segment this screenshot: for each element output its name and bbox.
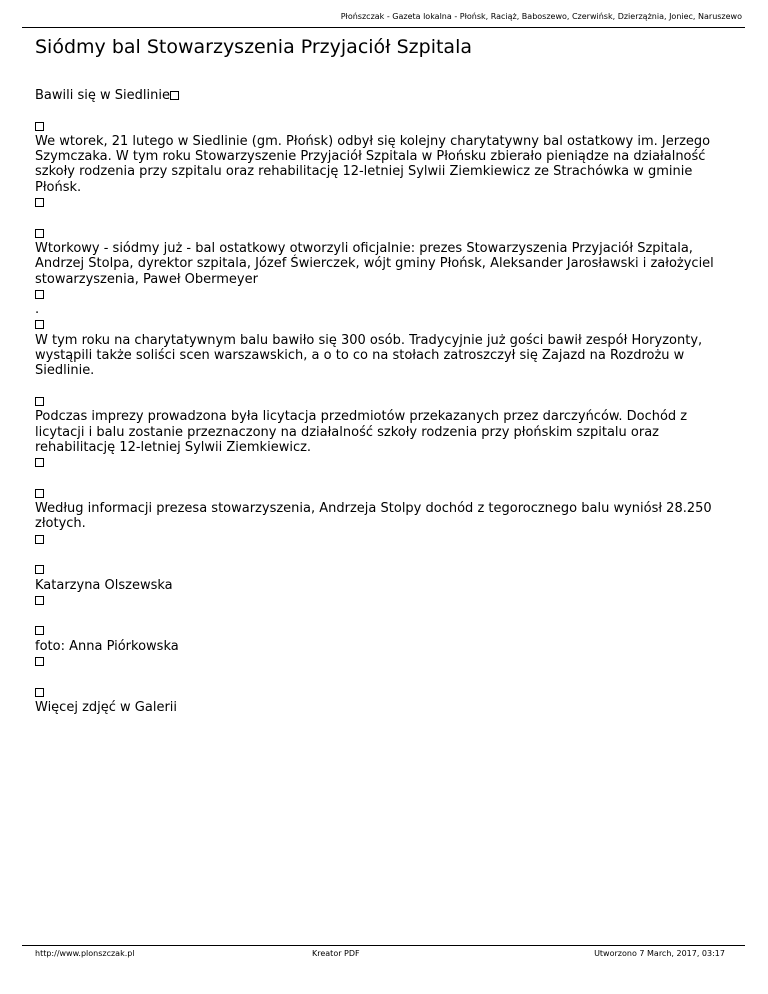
missing-glyph-icon (35, 535, 44, 544)
missing-glyph-icon (35, 626, 44, 635)
paragraph-line: złotych. (35, 516, 86, 532)
missing-glyph-icon (35, 565, 44, 574)
missing-glyph-icon (35, 657, 44, 666)
dot-separator: . (35, 302, 40, 318)
missing-glyph-icon (35, 397, 44, 406)
paragraph-line: wystąpili także soliści scen warszawskich, a o to co na stołach zatroszczył się Zajazd na Rozdrożu w (35, 348, 685, 364)
paragraph-line: Według informacji prezesa stowarzyszenia, Andrzeja Stolpy dochód z tegorocznego balu wyniósł 28.250 (35, 501, 712, 517)
article-body (35, 88, 725, 715)
missing-glyph-icon (35, 198, 44, 207)
missing-glyph-icon (35, 290, 44, 299)
paragraph-line: Siedlinie. (35, 363, 95, 379)
paragraph-line: W tym roku na charytatywnym balu bawiło się 300 osób. Tradycyjnie już gości bawił zespół Horyzonty, (35, 332, 703, 348)
footer-created-date: Utworzono 7 March, 2017, 03:17 (594, 949, 725, 958)
paragraph-line: rehabilitację 12-letniej Sylwii Ziemkiewicz. (35, 439, 312, 455)
missing-glyph-icon (35, 489, 44, 498)
lead-line (35, 88, 725, 103)
paragraph-line: Wtorkowy - siódmy już - bal ostatkowy otworzyli oficjalnie: prezes Stowarzyszenia Przyjaciół Szpitala, (35, 240, 693, 256)
photo-credit: foto: Anna Piórkowska (35, 638, 179, 654)
lead-text: Bawili się w Siedlinie (35, 88, 170, 103)
header-text: Płońszczak - Gazeta lokalna - Płońsk, Raciąż, Baboszewo, Czerwińsk, Dzierzążnia, Joniec, Naruszewo (340, 12, 742, 21)
page-header (22, 0, 745, 28)
page-footer (22, 945, 745, 966)
paragraph-line: licytacji i balu zostanie przeznaczony na działalność szkoły rodzenia przy płońskim szpitalu oraz (35, 424, 659, 440)
missing-glyph-icon (170, 91, 179, 100)
paragraph-line: szkoły rodzenia przy szpitalu oraz rehabilitację 12-letniej Sylwii Ziemkiewicz ze Strachówka w gminie (35, 164, 693, 180)
footer-generator: Kreator PDF (312, 949, 360, 958)
missing-glyph-icon (35, 596, 44, 605)
paragraph-line: stowarzyszenia, Paweł Obermeyer (35, 271, 258, 287)
paragraph-line: Szymczaka. W tym roku Stowarzyszenie Przyjaciół Szpitala w Płońsku zbierało pieniądze na działalność (35, 149, 706, 165)
missing-glyph-icon (35, 458, 44, 467)
author: Katarzyna Olszewska (35, 577, 173, 593)
missing-glyph-icon (35, 688, 44, 697)
paragraph-line: Płońsk. (35, 179, 82, 195)
missing-glyph-icon (35, 122, 44, 131)
gallery-link[interactable]: Więcej zdjęć w Galerii (35, 699, 178, 715)
article-title: Siódmy bal Stowarzyszenia Przyjaciół Szpitala (35, 36, 472, 58)
paragraph-line: We wtorek, 21 lutego w Siedlinie (gm. Płońsk) odbył się kolejny charytatywny bal ostatkowy im. Jerzego (35, 133, 711, 149)
paragraph-line: Podczas imprezy prowadzona była licytacja przedmiotów przekazanych przez darczyńców. Dochód z (35, 409, 688, 425)
missing-glyph-icon (35, 320, 44, 329)
footer-url[interactable]: http://www.plonszczak.pl (35, 949, 135, 958)
missing-glyph-icon (35, 229, 44, 238)
paragraph-line: Andrzej Stolpa, dyrektor szpitala, Józef Świerczek, wójt gminy Płońsk, Aleksander Jarosławski i założyciel (35, 256, 714, 272)
